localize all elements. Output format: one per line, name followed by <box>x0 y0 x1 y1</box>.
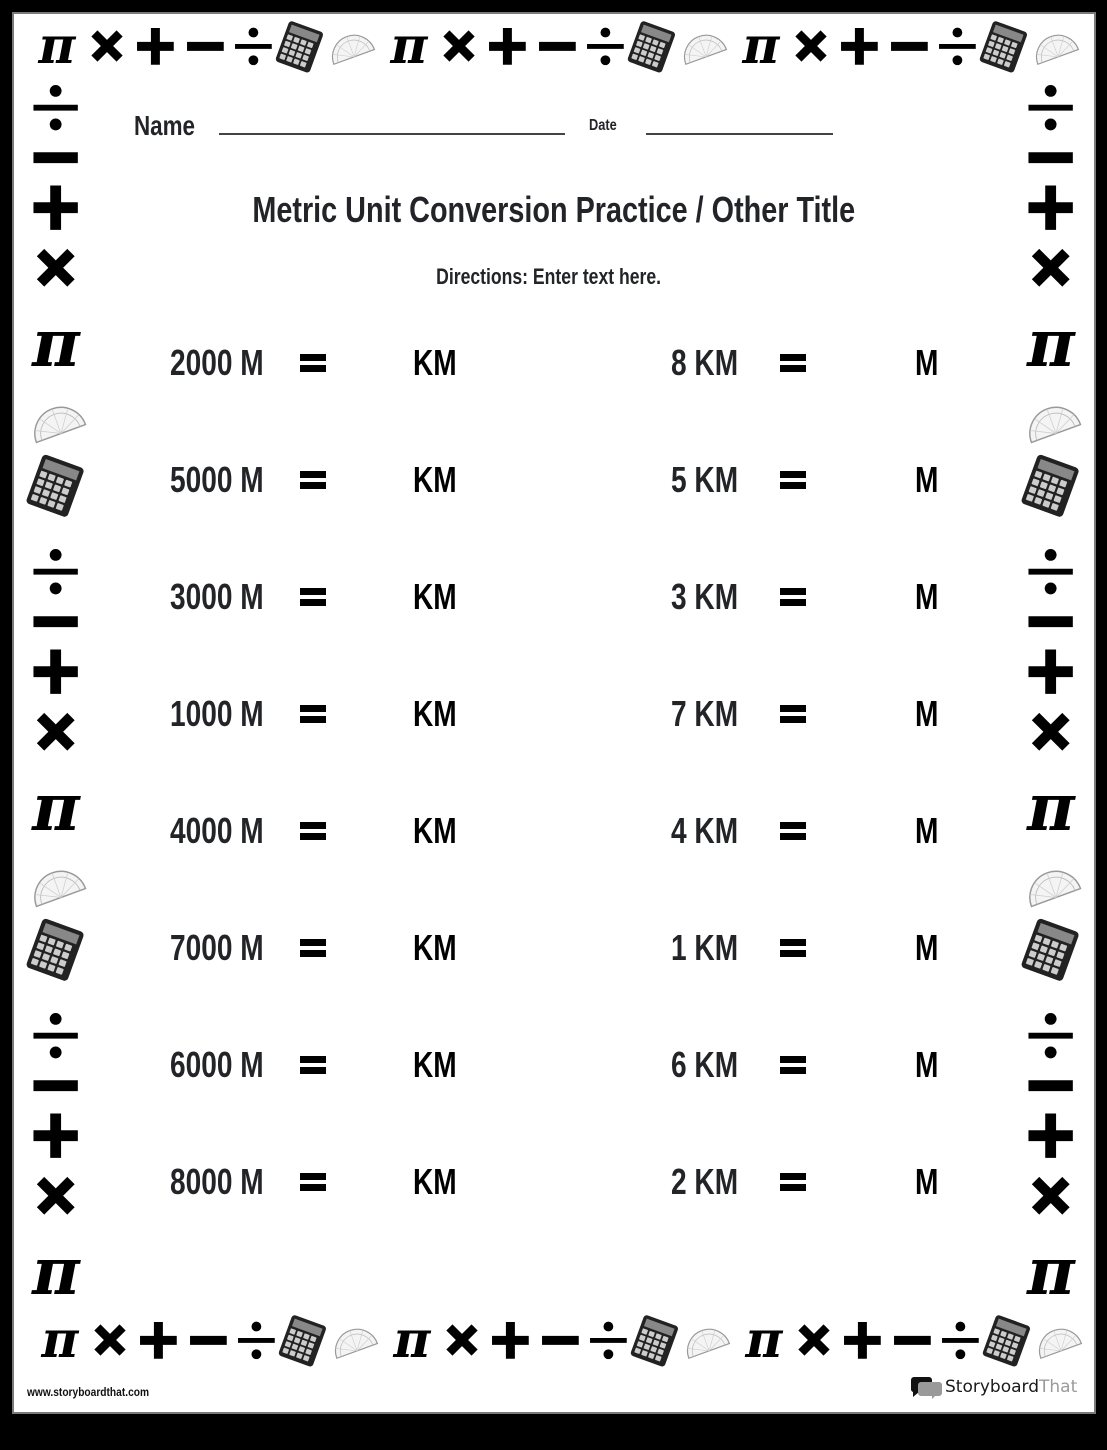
protractor-icon <box>1017 849 1085 919</box>
target-unit: M <box>915 1044 939 1085</box>
minus-icon <box>22 1058 90 1113</box>
answer-blank[interactable] <box>830 930 877 966</box>
pi-icon: π <box>745 1309 783 1369</box>
target-unit: KM <box>413 576 457 617</box>
minus-icon <box>22 130 90 185</box>
answer-blank[interactable] <box>350 462 397 498</box>
date-label: Date <box>589 117 617 134</box>
protractor-icon <box>325 20 375 72</box>
answer-blank[interactable] <box>830 696 877 732</box>
given-value: 5 KM <box>671 459 739 500</box>
target-unit: KM <box>413 693 457 734</box>
given-value: 8 KM <box>671 342 739 383</box>
pi-icon: π <box>393 1309 431 1369</box>
name-label: Name <box>134 110 196 141</box>
equals-sign <box>780 1173 806 1191</box>
pi-icon: π <box>390 15 428 75</box>
answer-blank[interactable] <box>350 1047 397 1083</box>
equals-sign <box>300 822 326 840</box>
answer-blank[interactable] <box>350 813 397 849</box>
calculator-icon <box>979 20 1029 72</box>
target-unit: M <box>915 1161 939 1202</box>
times-icon <box>22 1168 90 1223</box>
equals-sign <box>300 1173 326 1191</box>
times-icon <box>789 1314 839 1366</box>
plus-icon <box>130 20 180 72</box>
pi-icon: π <box>1027 1234 1075 1311</box>
times-icon <box>1017 704 1085 759</box>
target-unit: M <box>915 693 939 734</box>
pi-icon: π <box>38 15 76 75</box>
target-unit: KM <box>413 1044 457 1085</box>
plus-icon <box>837 1314 887 1366</box>
answer-blank[interactable] <box>350 930 397 966</box>
target-unit: M <box>915 342 939 383</box>
pi-icon: π <box>32 770 80 847</box>
given-value: 6000 M <box>170 1044 264 1085</box>
given-value: 1000 M <box>170 693 264 734</box>
calculator-icon <box>627 20 677 72</box>
minus-icon <box>1017 594 1085 649</box>
page-title: Metric Unit Conversion Practice / Other Title <box>252 189 855 230</box>
equals-sign <box>780 354 806 372</box>
equals-sign <box>300 354 326 372</box>
minus-icon <box>535 1314 585 1366</box>
minus-icon <box>22 594 90 649</box>
answer-blank[interactable] <box>830 579 877 615</box>
given-value: 3 KM <box>671 576 739 617</box>
pi-icon: π <box>742 15 780 75</box>
minus-icon <box>884 20 934 72</box>
plus-icon <box>22 1108 90 1163</box>
speech-bubbles-icon <box>909 1375 943 1399</box>
answer-blank[interactable] <box>350 345 397 381</box>
target-unit: KM <box>413 927 457 968</box>
calculator-icon <box>22 914 90 984</box>
answer-blank[interactable] <box>830 813 877 849</box>
plus-icon <box>485 1314 535 1366</box>
times-icon <box>22 704 90 759</box>
equals-sign <box>300 705 326 723</box>
minus-icon <box>887 1314 937 1366</box>
storyboardthat-logo <box>909 1374 1077 1400</box>
equals-sign <box>300 588 326 606</box>
given-value: 1 KM <box>671 927 739 968</box>
footer-url[interactable]: www.storyboardthat.com <box>27 1385 150 1399</box>
equals-sign <box>780 471 806 489</box>
protractor-icon <box>1017 385 1085 455</box>
target-unit: KM <box>413 459 457 500</box>
protractor-icon <box>328 1314 378 1366</box>
protractor-icon <box>1029 20 1079 72</box>
calculator-icon <box>278 1314 328 1366</box>
answer-blank[interactable] <box>830 1047 877 1083</box>
brand-primary: Storyboard <box>945 1377 1039 1397</box>
minus-icon <box>1017 1058 1085 1113</box>
equals-sign <box>780 588 806 606</box>
calculator-icon <box>22 450 90 520</box>
equals-sign <box>780 705 806 723</box>
equals-sign <box>780 822 806 840</box>
date-field-line[interactable] <box>646 133 833 135</box>
given-value: 4000 M <box>170 810 264 851</box>
pi-icon: π <box>32 1234 80 1311</box>
answer-blank[interactable] <box>350 1164 397 1200</box>
protractor-icon <box>1032 1314 1082 1366</box>
pi-icon: π <box>1027 770 1075 847</box>
given-value: 2000 M <box>170 342 264 383</box>
directions-text: Directions: Enter text here. <box>436 264 661 289</box>
given-value: 7 KM <box>671 693 739 734</box>
plus-icon <box>482 20 532 72</box>
calculator-icon <box>1017 450 1085 520</box>
minus-icon <box>180 20 230 72</box>
times-icon <box>786 20 836 72</box>
calculator-icon <box>1017 914 1085 984</box>
answer-blank[interactable] <box>830 462 877 498</box>
plus-icon <box>1017 644 1085 699</box>
divide-icon <box>22 1008 90 1063</box>
target-unit: M <box>915 927 939 968</box>
divide-icon <box>583 1314 633 1366</box>
given-value: 5000 M <box>170 459 264 500</box>
target-unit: M <box>915 576 939 617</box>
protractor-icon <box>677 20 727 72</box>
answer-blank[interactable] <box>830 345 877 381</box>
plus-icon <box>834 20 884 72</box>
times-icon <box>1017 1168 1085 1223</box>
brand-secondary: That <box>1039 1377 1078 1397</box>
divide-icon <box>935 1314 985 1366</box>
given-value: 7000 M <box>170 927 264 968</box>
protractor-icon <box>22 385 90 455</box>
given-value: 4 KM <box>671 810 739 851</box>
divide-icon <box>1017 544 1085 599</box>
target-unit: KM <box>413 342 457 383</box>
name-field-line[interactable] <box>219 133 565 135</box>
given-value: 8000 M <box>170 1161 264 1202</box>
answer-blank[interactable] <box>350 579 397 615</box>
pi-icon: π <box>1027 306 1075 383</box>
divide-icon <box>231 1314 281 1366</box>
target-unit: M <box>915 459 939 500</box>
pi-icon: π <box>32 306 80 383</box>
minus-icon <box>1017 130 1085 185</box>
calculator-icon <box>982 1314 1032 1366</box>
divide-icon <box>932 20 982 72</box>
times-icon <box>437 1314 487 1366</box>
minus-icon <box>183 1314 233 1366</box>
divide-icon <box>580 20 630 72</box>
given-value: 6 KM <box>671 1044 739 1085</box>
equals-sign <box>780 939 806 957</box>
equals-sign <box>780 1056 806 1074</box>
target-unit: KM <box>413 1161 457 1202</box>
protractor-icon <box>22 849 90 919</box>
equals-sign <box>300 939 326 957</box>
divide-icon <box>22 544 90 599</box>
times-icon <box>85 1314 135 1366</box>
times-icon <box>434 20 484 72</box>
equals-sign <box>300 471 326 489</box>
answer-blank[interactable] <box>350 696 397 732</box>
minus-icon <box>532 20 582 72</box>
plus-icon <box>133 1314 183 1366</box>
divide-icon <box>22 80 90 135</box>
divide-icon <box>228 20 278 72</box>
given-value: 3000 M <box>170 576 264 617</box>
calculator-icon <box>275 20 325 72</box>
equals-sign <box>300 1056 326 1074</box>
target-unit: KM <box>413 810 457 851</box>
plus-icon <box>1017 1108 1085 1163</box>
given-value: 2 KM <box>671 1161 739 1202</box>
protractor-icon <box>680 1314 730 1366</box>
divide-icon <box>1017 1008 1085 1063</box>
plus-icon <box>22 644 90 699</box>
target-unit: M <box>915 810 939 851</box>
times-icon <box>82 20 132 72</box>
calculator-icon <box>630 1314 680 1366</box>
pi-icon: π <box>41 1309 79 1369</box>
answer-blank[interactable] <box>830 1164 877 1200</box>
divide-icon <box>1017 80 1085 135</box>
